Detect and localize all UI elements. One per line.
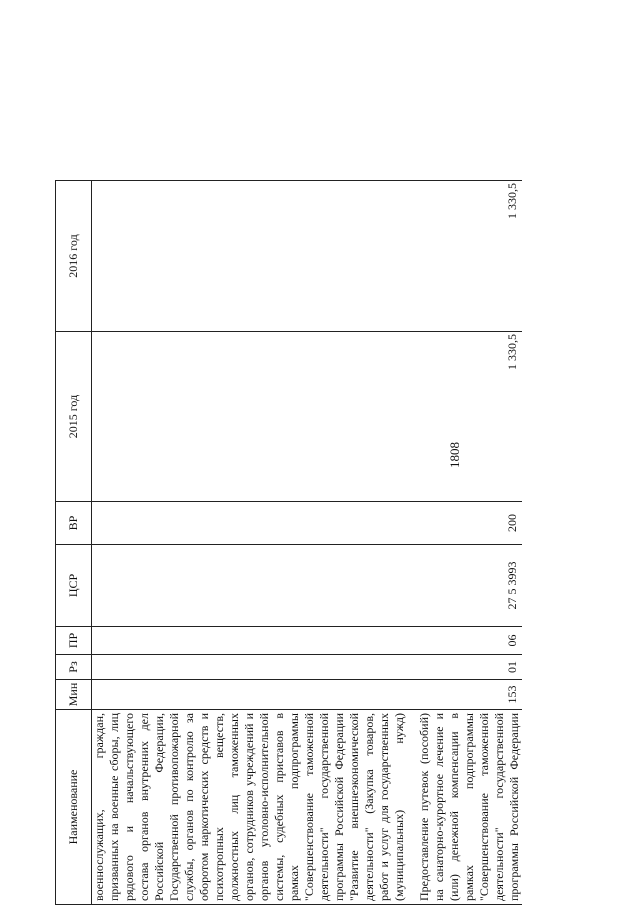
row-rz (92, 655, 408, 680)
header-vr: ВР (56, 502, 92, 545)
row-pr: 06 (407, 627, 522, 655)
header-rz: Рз (56, 655, 92, 680)
row-2016 (92, 181, 408, 332)
header-pr: ПР (56, 627, 92, 655)
header-name: Наименование (56, 710, 92, 905)
row-rz: 01 (407, 655, 522, 680)
row-name (407, 710, 522, 905)
header-2016: 2016 год (56, 181, 92, 332)
table-row (92, 181, 408, 905)
row-min: 153 (407, 680, 522, 710)
header-2015: 2015 год (56, 332, 92, 502)
row-vr: 200 (407, 502, 522, 545)
row-csr (92, 545, 408, 627)
row-csr: 27 5 3993 (407, 545, 522, 627)
row-2016: 1 330,5 (407, 181, 522, 332)
page-number: 1808 (447, 442, 462, 468)
row-vr (92, 502, 408, 545)
row-name-text: военнослужащих, граждан, призванных на военные сборы, лиц рядового и начальствующего состава органов внутренних дел Российской Федерации, Государственной противопожарной службы, органов по контролю за оборотом наркотических средств и психотропных веществ, должностных лиц таможенных органов, сотрудников учреждений и органов уголовно-исполнительной системы, судебных приставов в рамках подпрограммы "Совершенствование таможенной деятельности" государственной программы Российской Федерации "Развитие внешнеэкономической деятельности" (Закупка товаров, работ и услуг для государственных (муниципальных) нужд) (92, 713, 406, 901)
table-row (407, 181, 522, 905)
row-min (92, 680, 408, 710)
header-csr: ЦСР (56, 545, 92, 627)
table-header-row (56, 181, 92, 905)
budget-table (55, 180, 522, 905)
row-2015 (92, 332, 408, 502)
row-name (92, 710, 408, 905)
row-2015: 1 330,5 (407, 332, 522, 502)
row-pr (92, 627, 408, 655)
row-name-text: Предоставление путевок (пособий) на санаторно-курортное лечение и (или) денежной компенсации в рамках подпрограммы "Совершенствование таможенной деятельности" государственной программы Российской Федерации (417, 713, 521, 901)
header-min: Мин (56, 680, 92, 710)
